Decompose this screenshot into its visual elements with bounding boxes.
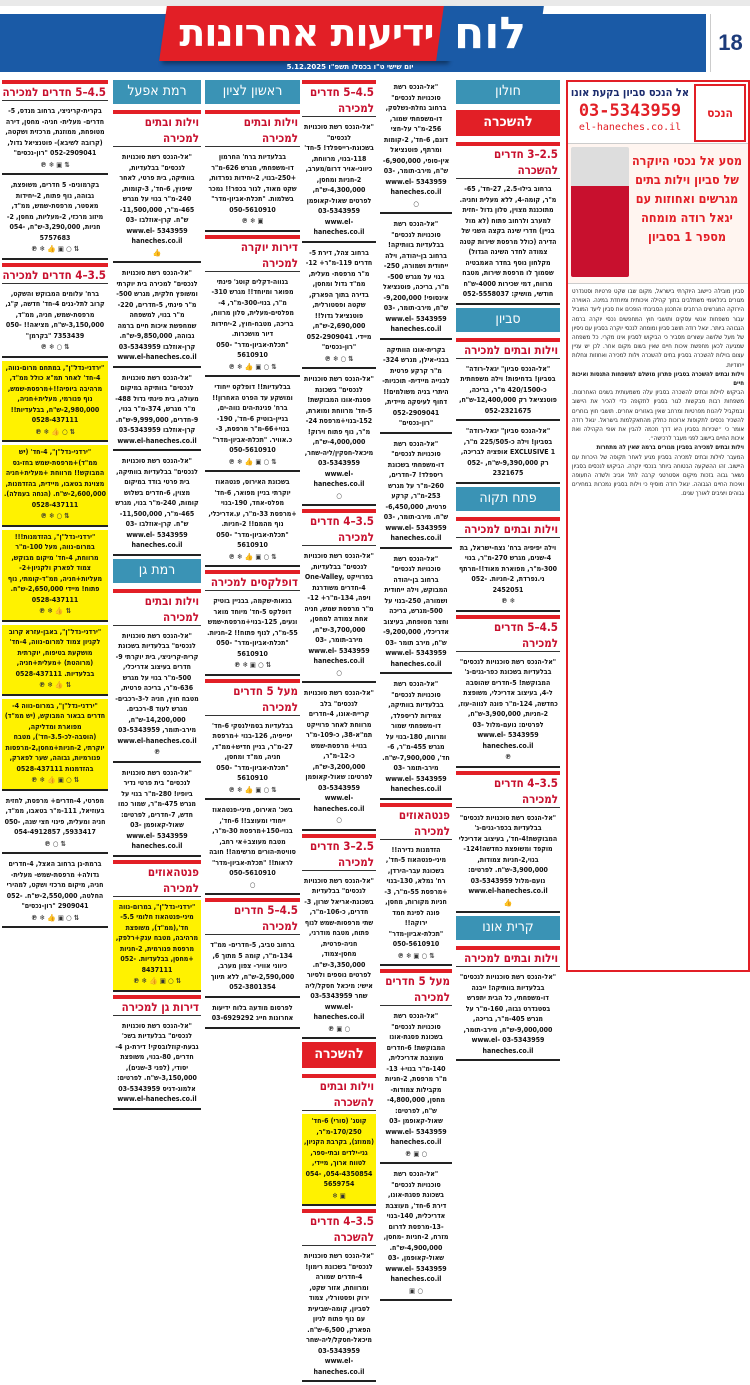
section-header: 4.5–5 חדרים למכירה: [456, 615, 560, 652]
feature-paragraph: הביקוש לוילות ובתים להשכרה בסביון עלה משמעותית בשנים האחרונות. משפחות רבות מבקשות לגור בסביון לתקופה כדי להכיר את היישוב ובמקביל ליהנות מפרטיות ומרחב שאין באזורים אחרים. תושבי חוץ בוחרים להשכיר נכסים לתקופות ארוכות כחלק מהתאקלמות בישראל. יגאל רודה אומר כי ״שכירות בסביון היא דרך חכמה להבין את אופי הקהילה ואת איכות החיים ביישוב לפני מעבר לרכישה״.: [572, 389, 744, 443]
ad-text: "אל-הנכס רשת סוכנויות לנכסים" בשכונת רימון! 4-חדרים שמורה ומרווחת, אזור שקט, ירוק ופסטורלי, צמוד לסביון, קומה-שביעית עם נוף פתוח לניון הפארק, 6,500-ש"ח. מיכאל-חסקל/ליה-שחר 03-5343959 www.el-haneches.co.il: [304, 1252, 374, 1376]
agency-ad-header: [568, 82, 748, 144]
classified-ad: [2, 287, 108, 358]
ad-text: ברחוב בילו-2.5, 27-חד', 65-מ"ר, קומה-4, ללא מעלית וחניה. מתוכננת מצוין, סלון גדול -חזית למערב ולרחוב פתוח (לא מול בניין) חדרי שינה בקצה השני של הדירה (כולל מרפסת שירות קטנה צמודה לחדר השינה הגדול) מקלחון נוסף בחדר האמבטיה שסמוך לו מרפסת שירות, מטבח מרווח, דמי שכירות 4000-ש"ח חודשי, מושיק: 052-5558037: [459, 185, 557, 298]
amenity-icons: ▣ ❄ ℗: [241, 217, 264, 225]
feature-headline: מסע אל נכסי היוקרה של סביון וילות בתים מגרשים ואחוזות עם יגאל רודה מומחה מספר 1 בסביון: [631, 153, 743, 244]
ad-text: "אל-הנכס רשת סוכנויות לנכסים" בבלעדיות בשכונת-אריאל שרון, 3-חדרים, כ-106-מ"ר, שתי מרפסות-שמש לנוף פתוח, מטבח מודרני, חניה-פרטית, מחסן-צמוד, 3,350,000-ש"ח. לפרטים נוספים ולסיור אישי: מיכאל חסקל/ליה שחר 03-5343959 www.el-haneches.co.il: [304, 876, 374, 1021]
agency-name: אל הנכס סביון בקעת אונו: [570, 86, 690, 99]
page-number: 18: [710, 14, 750, 72]
classified-ad: [302, 246, 376, 370]
classified-ad: [2, 104, 108, 175]
column-3: [302, 80, 376, 1385]
section-header: מעל 5 חדרים למכירה: [380, 969, 452, 1006]
logo-yedioth: [159, 6, 454, 61]
amenity-icons: ○: [336, 816, 342, 824]
classified-ad: [113, 150, 201, 263]
column-rishon: [205, 80, 300, 1032]
ad-text: וילה יפיפיה ברח' נצח-ישראל, בת 4-שנים, מגרש 270-מ"ר, בנוי 300-מ"ר, מפוארת מאוד!!-מרתף ני.נפרדת, 2-חניות. 052-2452051: [459, 543, 557, 594]
classified-ad: [456, 970, 560, 1061]
ad-text: "אל-הנכס סביון" יגאל-רודה" בסביון! בדחיפות! וילה משפחתית כ-420/1500 מ"ר, בריכה, פוטנציאל רק 12,400,000-ש"ח, 052-2321675: [459, 364, 557, 415]
ad-text: "אל-הנכס רשת סוכנויות לנכסים" למכירה בית יוקרתי ומשופץ חלקית, מגרש 500-מ"ר פינתי, 5-חדרים, 220-מ"ר בנוי, למשפחה שמחפשת איכות חיים ברמה גבוהה, 9,850,000-ש"ח. קרן-אוזלבו 03-5343959 www.el-haneches.co.il: [116, 269, 198, 361]
ad-text: "אל-הנכס רשת סוכנויות לנכסים" בבלעדיות, בפרוייקט One-Valley, 4-חדרים משודרגת ויפה, 134-מ"ר+ 12-מ"ר מרפסת שמש, חניה אחת צמודה למחסן, 3,700,000-ש"ח, מירב-תומר, 03-5343959 www.el-haneches.co.il: [304, 552, 374, 665]
classified-ad: [113, 454, 201, 556]
ad-text: "ירדני-נדל"ן", במרום-נווה מיני-פנטהאוז חלומי 5.5-חד',(ממ"ד), משופצת מרהיבה, מטבח ענק+רלפק, מרפסת פנורמית, 2-חניות +מחסן, בבלעדיות. 052-8437111: [115, 902, 199, 974]
ad-text: "אל-הנכס רשת סוכנויות לנכסים" בשכונת פסגת-אונו, דירת 6-חד', מעוצבת אדריכלית, 140-בנוי -13-מרפסת לדרום מזרח, 2-חניות -מחסן, 4,900,000-ש"ח. שאול-קאופמן, 03-5343959 www.el-haneches.co.il: [383, 1170, 449, 1283]
ad-text: בבלעדיות ברח' החרמון דו-משפחתי, מגרש 626-מ"ר +250-בנוי, 2-יחידות נפרדות, שקט מאוד, לגור בכפר!! נמכר בשלמות. "תכלת-אביון-מדר" 050-5610910: [208, 153, 297, 214]
ad-text: בקרית-קריניצי, ברחוב מנדס, 5-חדרים- מעלית- חניה- מחסן, דירה מטופחת, ממוזגת, מרכזית ושקטה, (קרובה לשיבא)- פוטנציאל גדול, 052-2909041 "רון-נכסים": [5, 107, 105, 157]
amenity-icons: ⇅ ○ ▣ 👍 ❄ ℗: [228, 457, 277, 466]
section-header: וילות ובתים למכירה: [113, 110, 201, 147]
amenity-icons: ⇅ 👍 ❄ ℗: [38, 681, 72, 689]
amenity-icons: ⇅ 👍 ❄ ℗: [38, 607, 72, 615]
classified-ad: [2, 625, 108, 696]
classified-ad: [113, 900, 201, 992]
logo-luach-text: לוח: [454, 8, 526, 59]
feature-body: [568, 284, 748, 502]
column-ramat-efal: [113, 80, 201, 1113]
ad-text: ברחוב טביב, 5-חדרים- ממ"ד 134-מ"ר, קומה 5 מתוך 6, כיווני אוויר- צפון מערב, 2,590,000-ש"ח, ללא תיווך 052-3801354: [210, 941, 295, 991]
city-header: רמת גן: [113, 559, 201, 583]
classified-ad: [456, 362, 560, 422]
section-header: וילות ובתים להשכרה: [302, 1074, 376, 1111]
amenity-icons: ❄ ℗: [501, 597, 515, 605]
ad-text: "אל-הנכס רשת סוכנויות לנכסים" בשכונת-רייספלד! 5-חד' 118-בנוי, מרווחת, כיווני-אויר דרום/מערב, 2-חניות ומחסן, 4,300,000-ש"ח, לפרטים שאול-קאופמן 03-5343959 www.el-haneches.co.il: [304, 123, 374, 236]
column-holon: [456, 80, 560, 1064]
feature-article: [566, 80, 750, 972]
classified-ad: [456, 811, 560, 914]
city-header: חולון: [456, 80, 560, 104]
section-header: 4.5–5 חדרים למכירה: [302, 80, 376, 117]
amenity-icons: ⇅ ○ ❄ ℗: [40, 343, 70, 351]
amenity-icons: ⇅ ○ ▣ 👍 ❄ ℗: [228, 785, 277, 794]
ad-text: בשכ' האירוס, מיני-פנטהאוז ייחודי ומעוצב!! 6-חד', בנוי-150+מרפסת 30-מ"ר, מטבח מעוצב+אי רחב, סוויטת-הורים מרשימה!! חובה לראות!! "תכלת-אביון-מדר" 050-5610910: [209, 806, 296, 877]
amenity-icons: ⇅ ○ ▣ 👍 ❄ ℗: [133, 977, 181, 985]
rent-header: להשכרה: [302, 1042, 376, 1068]
agency-website[interactable]: el-haneches.co.il: [578, 122, 682, 133]
classified-ad: [302, 372, 376, 506]
classified-ad: [205, 938, 300, 998]
ad-text: "ירדני-נדל"ן", 4-חד' (יש ממ"ד)+מרפסת-שמש בחז-גס המבוקש!! מרווחת +מעלית+חניה מצוינת בטאבו, מיידית, בהזדמנות, 2,600,000-ש"ח. (הנחה בעמלה). 0528-437111: [4, 448, 106, 509]
classified-ad: [2, 699, 108, 791]
classified-ad: [302, 1249, 376, 1382]
classified-ad: [205, 803, 300, 895]
ad-text: בקרית-אונו הוותיקה בבני-אילן, מגרש 324-מ"ר קרקע פרטית לבנייה מיידית- תוכניות- היתרי בניה משולמים!! דחוף לעיסקה מיידית, 052-2909041 "רון-נכסים": [382, 345, 450, 427]
amenity-icons: 👍: [152, 248, 162, 257]
amenity-icons: ⇅ ○ ▣ 👍 ❄ ℗: [228, 362, 277, 371]
section-header: 3.5–4 חדרים להשכרה: [302, 1209, 376, 1246]
amenity-icons: ○ ▣: [409, 1286, 423, 1295]
amenity-icons: ⇅ ○ ❄ ℗: [40, 512, 70, 520]
classified-ad: [380, 1167, 452, 1301]
ad-text: "אל-הנכס רשת סוכנויות לנכסים" ברחוב נחלת-נשלסק, דו-משפחתי שמור, 256-מ"ר על-חצי דונם, 6-חד', 2-קומות ומרתף, פוטנציאל אין-סופי, 6,900,000-ש"ח, מירב-תומר, 03-5343959 www.el-haneches.co.il: [382, 83, 450, 196]
section-header: דופלקסים למכירה: [205, 570, 300, 591]
ad-text: "אל-הנכס רשת סוכנויות לנכסים" בשכונת פסגת-אונו המבוקשת! 5-חד' מרווחת ומוארת, 152-בנוי+מרפסת 24-מ"ר, נוף פתוח וירוק! 4,000,000-ש"ח, מיכאל-חסקין/ליה-שחר, 03-5343959 www.el-haneches.co.il: [304, 375, 374, 488]
ad-text: הזדמנות נדירה!! מיני-פנטהאוז 5-חד', בשכונת עבר-הירדן, רח' גמלא, 130-בנוי +מרפסת 55-מ"ר, 3-חניות מקורות, מחסן, פונה לפינת חמד ירוקה!! "תכלת-אביון-מדר" 050-5610910: [384, 845, 448, 948]
ad-text: "אל-הנכס רשת סוכנויות לנכסים" בבלעדיות, בוותיקה, בית פרטי, לאחר שיפוץ, 6-חד', 3-קומות, 240-מ"ר בנוי על מגרש 465-מ"ר, 11,500,000-ש"ח. קרן-אוזלבו 03-5343959 www.el-haneches.co.il: [119, 153, 195, 245]
agency-phone[interactable]: 03-5343959: [578, 101, 682, 121]
ad-text: בבלעדיות!! דופלקס ייחודי ומושקע עד הפרט האחרון!! ברח' פנינת-הים נווה-ים, בניין-בוטיק 6-חד', 190-בנוי+66-מ"ר מרפסת, 3-כ.אוויר. "תכלת-אביון-מדר" 050-5610910: [212, 383, 293, 454]
section-header: דירות גן למכירה: [113, 995, 201, 1016]
amenity-icons: ○ ▣ ℗: [404, 1149, 428, 1158]
ad-text: "אל-הנכס רשת סוכנויות לנכסים" בבלעדיות בשכונת כפר-גנים-ג' המבוקשת! 5-חדרים שהוסבה ל-4, בעיצוב אדריכלי, משופצת כחדשה, 124-מ"ר פונה לנווה-עוז, 2-חניות, 3,900,000-ש"ח, לפרטים: נועם-מלול 03-5343959 www.el-haneches.co.il: [458, 657, 558, 750]
amenity-icons: ⇅ ○ ▣ 👍 ❄ ℗: [228, 552, 277, 561]
section-header: וילות ובתים למכירה: [456, 338, 560, 359]
feature-paragraph: המעבר לוילות ובתים למכירה בסביון מגיע לאחר תקופה של היכרות עם היישוב. זהו ההשקעה הבטוחה ביותר בנכסי יוקרה. הביקוש לנכסים בסביון נשאר גבוה בזכות מיקום אסטרטגי קרבה לתל אביב ולשדה התעופה ואיכות החיים הגבוהה. יגאל רודה מוסיף כי וילות בסביון נמכרות במחירים גבוהים ויציבים לאורך שנים.: [572, 453, 744, 498]
feature-paragraph: סביון מובילה כיישוב היוקרתי בישראל, מקום שבו שקט פרטיות וסטנדרט מגורים בינלאומי משתלבים בתוך קהילה איכותית ומיוחדת במינה. האווירה הירוקה המגרשים הרחבים והתכנון הסביבתי הופכים את סביון ליעד המוביל עבור משפחות אנשי עסקים ותושבי חוץ המחפשים נכסי יוקרה ברמה הגבוהה ביותר. יגאל רודה תושב סביון ומומחה לנכסי יוקרה בסביון עם ניסיון של מעל שלושה עשורים מסביר כי הביקוש לסביון אינו מקרי. כל משפחה שמגיעה לכאן מחפשת איכות חיים שאין בשום מקום אחר. לכן יש עניין עצום בוילות להשכרה בסביון בתים להשכרה וילות למכירה ואחוזות ונחלות ייחודיות.: [572, 288, 744, 369]
amenity-icons: ○: [336, 668, 342, 677]
ad-text: "ירדני-נדל"ן", באבן-עזרא קרוב לקניון צמוד למרום-נווה, 4-חד' מושקעת בטיפוח, יוקרתית (מרוהטת) +מעלית+חניה, בבלעדיות. 0528-437111: [8, 627, 102, 678]
classified-ad: [2, 178, 108, 260]
classified-ad: [205, 1001, 300, 1029]
section-header: מעל 5 חדרים למכירה: [205, 679, 300, 716]
ad-text: "אל-הנכס רשת סוכנויות לנכסים" בלב קריית-אונו, 4-חדרים מרווחת לאחר פרוייקט תמ"א-38, כ-109-מ"ר בנוי+ מרפסת-שמש כ-12-מ"ר, 3,200,000-ש"ח, לפרטים: שאול-קאופמן 03-5343959 www.el-haneches.co.il: [304, 689, 374, 813]
ad-text: "ירדני-נדל"ן", במרום-נווה 4-חדרים בבאור המבוקש, (יש ממ"ד) מפוארת ומדליקה, (הוסבה-לכ-3.5-חד'), מטבח יוקרתי, 2-חניות+מחסן,2-מרפסות פנורמיות, גבוהה, שער לפארק, בהזדמנות 0528-437111: [4, 701, 106, 773]
classified-ad: [205, 594, 300, 676]
classified-ad: [2, 361, 108, 443]
amenity-icons: ○ ▣ ℗: [327, 1024, 351, 1033]
section-header: פנטהאוזים למכירה: [380, 803, 452, 840]
rent-header: להשכרה: [456, 110, 560, 136]
ad-text: "אל-הנכס רשת סוכנויות לנכסים" בבלעדיות בוותיקה, צמידות לריספלד, דו-משפחתי שמור ומרווח, 180-בנוי על מגרש 455-מ"ר, 6-חד', 7,900,000-ש"ח. מירב-תומר 03-5343959 www.el-haneches.co.il: [382, 680, 450, 793]
ad-text: ברחוב צהל, דירת 5-חדרים 119-מ"ר+ 12-מ"ר מרפסת- מעלית, ממ"ד גדול ומחסן, בדירה בתוך הפארק, שקטה ופסטורלית, פוטנציאל גדול!! 2,690,000-ש"ח, מיידי. 052-2909041 "רון-נכסים": [305, 248, 373, 351]
amenity-icons: ⇅ ○ ▣ ❄ ℗: [233, 661, 272, 669]
classified-ad: [380, 343, 452, 434]
city-header: ראשון לציון: [205, 80, 300, 104]
classified-ad: [205, 380, 300, 472]
classified-ad: [205, 475, 300, 567]
section-header: וילות ובתים למכירה: [113, 589, 201, 626]
classified-ad: [380, 1009, 452, 1164]
ad-text: "אל-הנכס רשת סוכנויות לנכסים" דו-משפחתי בשכונת ריספלד! 7-חדרים, 260-מ"ר על מגרש 253-מ"ר, קרקע פרטית, 6,450,000-ש"ח. מירב-תומר, 03-5343959 www.el-haneches.co.il: [383, 439, 449, 542]
classified-ad: [113, 1019, 201, 1110]
section-header: וילות ובתים למכירה: [456, 946, 560, 967]
amenity-icons: ⇅ ▣ ❄ ℗: [40, 160, 70, 169]
city-header: רמת אפעל: [113, 80, 201, 104]
ad-text: "אל-הנכס רשת סוכנויות לנכסים" בשכונת פסגת-אונו המבוקשת! 6-חדרים מעוצבת אדריכלית, 140-מ"ר בנוי+ 13-מ"ר מרפסת, 2-חניות מקבילות צמודות- מחסן, 4,800,000-ש"ח, לפרטים: שאול-קאופמן 03-5343959 www.el-haneches.co.il: [385, 1012, 447, 1146]
ad-text: בבלעדיות בסמילנסקי 6-חד' יפייפיה, 126-בנוי +מרפסת 27-מ"ר, בניין חדיש+ממ"ד, חניה, ממ"ד ומחסן, "תכלת-אביון-מדר" 050-5610910: [211, 721, 294, 782]
classified-ad: [2, 530, 108, 622]
section-header: וילות ובתים למכירה: [456, 517, 560, 538]
ad-text: "ירדני-נדל"ן", בהזדמנות!!! במרום-נווה, מעל 100-מ"ר מרווחת, 4-חד' מיקום מבוקש, צמוד לפארק ולקניון+2-מעליות+חניה, ממ"ד-קומתי, נוף פתוח! מיידי 2,650,000-ש"ח. 0528-437111: [7, 532, 103, 604]
section-header: 4.5–5 חדרים למכירה: [205, 898, 300, 935]
amenity-icons: ⇅ ○ ▣ 👍 ❄ ℗: [31, 776, 79, 784]
feature-hero: [568, 144, 748, 284]
amenity-icons: ○: [413, 199, 419, 208]
classified-ad: [2, 445, 108, 527]
classified-ad: [302, 686, 376, 831]
amenity-icons: ⇅ ○ ❄ ℗: [324, 354, 354, 363]
classified-ad: [380, 677, 452, 800]
classified-ad: [205, 719, 300, 801]
classified-ad: [205, 150, 300, 232]
section-header: 3.5–4 חדרים למכירה: [456, 771, 560, 808]
ad-text: "אל-הנכס רשת סוכנויות לנכסים" בבלעדיות בכפר-גנים-ג' המבוקשת!4-חד', בעיצוב אדריכלי מוקפד ומשופצת כחדשה!124-בנוי,2-חניות צמודות, 3,900,000-ש"ח. לפרטים: נועם-מלול 03-5343959 www.el-haneches.co.il: [458, 813, 558, 895]
classified-ad: [456, 655, 560, 768]
amenity-icons: ⇅ ○ ▣ 👍 ❄ ℗: [31, 913, 79, 922]
classified-ad: [2, 857, 108, 928]
ad-text: בנווה-דקלים קוטג' פינתי מפואר ומיוחד!! מגרש 310-מ"ר, בנוי-300-מ"ר, 4-מפלסים-מעלית, סלון מרווח, בריכה, מטבח-חוץ, 2-יחידות דיור מושכרות. "תכלת-אביון-מדר" 050-5610910: [211, 277, 294, 359]
ad-text: "ירדני-נדל"ן", במתחם מרום-נווה, 4-חד' לאחר תמ"א כולל ממ"ד, מרהיבה ביופיה!!+מרפסת-שמש, נוף פנורמי, מעלית+חניה, 2,980,000-ש"ח, בבלעדיות!! 0528-437111: [5, 363, 105, 424]
column-6: [2, 80, 108, 931]
classified-ad: [205, 275, 300, 378]
ad-text: קוטג' (סורי) 6-חד' 170/250-מ"ר, (ממוזג), בקרבת הקניון, גני-ילדים ובתי-ספר, לטווח ארוך, מיידי, 054-4350854, 054-5659754: [304, 1117, 374, 1188]
amenity-icons: ⇅ ○ ▣ ❄ ℗: [397, 951, 435, 960]
section-header: 3.5–4 חדרים למכירה: [302, 509, 376, 546]
ad-text: "אל-הנכס רשת סוכנויות לנכסים" בבלעדיות בוותיקה! ברחוב בן-יהודה, וילה ייחודית ושמורה, 250-בנוי על מגרש 500-מ"ר, בריכה, פוטנציאל אינסופי! 9,200,000-ש"ח, מירב-תומר, 03-5343959 www.el-haneches.co.il: [383, 220, 449, 333]
ad-text: ברח' עלומים המבוקש והשקט, קרוב לתל-גנים 4-חד' חדשה, ק"ג, מרפסת-שמש, חניה, ממ"ד, 3,150,000-ש"ח, מציאה!! 050-7353439 "בקרמן": [5, 289, 105, 340]
amenity-icons: ▣ ❄: [332, 1191, 346, 1200]
classified-ad: [2, 794, 108, 855]
section-header: 4.5–5 חדרים למכירה: [2, 80, 108, 101]
section-header: 3.5–4 חדרים למכירה: [2, 263, 108, 284]
amenity-icons: ⇅ ○ 👍 ❄ ℗: [35, 427, 75, 436]
amenity-icons: ○: [249, 880, 256, 889]
amenity-icons: ⇅ ○ ℗: [44, 839, 66, 848]
classified-ad: [456, 424, 560, 484]
amenity-icons: ℗: [153, 748, 161, 756]
ad-text: "אל-הנכס רשת סוכנויות לנכסים" בית פרטי נדיר ביופיו! 280-מ"ר בנוי על מגרש 475-מ"ר, שמור כמו חדש, 7-חדרים, לפרטים: שאול-קאופמן 03-5343959 www.el-haneches.co.il: [118, 768, 196, 850]
city-header: פתח תקוה: [456, 487, 560, 511]
classified-ad: [113, 371, 201, 452]
amenity-icons: ⇅ ○ ▣ 👍 ❄ ℗: [31, 245, 79, 253]
section-header: דירות יוקרה למכירה: [205, 235, 300, 272]
classified-ad: [302, 874, 376, 1040]
classified-ad: [302, 549, 376, 683]
classified-ad: [113, 629, 201, 763]
feature-subheading: וילות ובתים למכירה בסביון מגורים ברמה שאין לה מתחרות: [596, 444, 744, 452]
logo-luach: [436, 6, 544, 61]
agent-photo: [571, 147, 629, 277]
amenity-icons: 👍: [503, 898, 513, 907]
ad-text: "אל-הנכס רשת סוכנויות לנכסים" בבלעדיות בוותיקה! ייבנה דו-משפחתי, כל הבית יתפרש בסטנדרט גבוה, 160-מ"ר על מגרש 405-מ"ר, בריכה, 9,000,000-ש"ח, מירב-תומר, 03-5343959 www.el-haneches.co.il: [459, 973, 557, 1055]
classified-ad: [302, 1114, 376, 1206]
ad-text: "אל-הנכס רשת סוכנויות לנכסים" בבלעדיות בוותיקה, בית פרטי בודד במיקום מצוין, 6-חדרים בשלוש קומות, 240-מ"ר בנוי, מגרש 465-מ"ר, 11,500,000-ש"ח. קרן-אוזלבו 03-5343959 www.el-haneches.co.il: [115, 457, 199, 549]
issue-date: יום שישי ט"ו בכסלו תשפ"ו 5.12.2025: [286, 63, 414, 71]
classified-ad: [456, 541, 560, 612]
city-header: קרית אונו: [456, 916, 560, 940]
amenity-icons: ○: [336, 491, 342, 500]
city-header: סביון: [456, 308, 560, 332]
classified-ad: [113, 266, 201, 368]
ad-text: "אל-הנכס רשת סוכנויות לנכסים" בוותיקה במיקום מעולה, בית פינתי גדול 488-מ"ר מגרש, 374-מ"ר בנוי, 9-חדרים, 9,999,000-ש"ח. קרן-אוזלבו 03-5343959 www.el-haneches.co.il: [115, 373, 199, 445]
classified-ad: [113, 766, 201, 857]
column-2: [380, 80, 452, 1304]
classified-ad: [380, 552, 452, 675]
ad-text: בנאות-שקמה, בבניין בוטיק דופלקס 5-חד' מיוחד מואר ונעים, 125-בנוי+מרפסת-שמש 55-מ"ר, לנוף פתוח!! 2-חניות. "תכלת-אביון-מדר" 050-5610910: [207, 597, 298, 658]
amenity-icons: ℗: [504, 753, 512, 761]
ad-text: "אל-הנכס רשת סוכנויות לנכסים" בבלעדיות בשכונת קרית-קריניצי, בית יוקרתי 9-חדרים בעיצוב אדריכלי, 500-מ"ר בנוי על מגרש 636-מ"ר, בריכה פרטית, מטבח חוץ, חניה ל-3-רכבים- מגרש לעוד 8-רכבים. 14,200,000-ש"ח, מירב-תומר, 03-5343959 www.el-haneches.co.il: [115, 631, 199, 745]
classified-ad: [302, 120, 376, 243]
ad-text: בקרמונים- 5 חדרים, משופצת, גבוהה, נוף פתוח, 2-יחידות מאסטר, מרפסת-שמש, ממ"ד, מיזוג מרכזי, 2-מעליות, מחסן, 2-חניות, 3,290,000-ש"ח, 054-5757683: [6, 181, 104, 242]
ad-text: ברמת-גן ברחוב האצל, 4-חדרים גדולה+ מרפסת-שמש- מעלית- חניה, מיקום מרכזי ושקט, למהירי החלטה, 2,550,000-ש"ח. 052-2909041 "רון-נכסים": [6, 860, 104, 910]
section-header: 2.5–3 חדרים להשכרה: [456, 142, 560, 179]
section-header: פנטהאוזים למכירה: [113, 860, 201, 897]
classified-ad: [380, 843, 452, 967]
ad-text: מפרטי, 4-חדרים+ מרפסת, לחזית בעוזיאל, 111-מ"ר בטאבו, ממ"ד, חניה ומעלית, פינוי חצי שנה, 050-5933417, 054-4912857: [4, 796, 106, 836]
ad-text: "אל-הנכס רשת סוכנויות לנכסים" ברחוב בן-יהודה המבוקש, וילה ייחודית ושמורה, 250-בנוי על 500-מגרש, בריכה וחצר מטופחת, בעיצוב אדריכלי, 9,200,000-ש"ח, מירב תומר 03-5343959 www.el-haneches.co.il: [383, 554, 449, 668]
classified-ad: [380, 80, 452, 214]
section-header: וילות ובתים למכירה: [205, 110, 300, 147]
classified-ad: [380, 217, 452, 340]
ad-text: "אל-הנכס סביון" יגאל-רודה" בסביון! וילה כ-225/505 מ"ר, EXCLUSIVE 1 אופציה לבריכה, רק 9,390,000-ש"ח, 052-2321675: [460, 427, 556, 477]
classified-ad: [380, 437, 452, 549]
logo-yedioth-text: ידיעות אחרונות: [179, 11, 434, 55]
house-logo-icon: הנכס: [694, 84, 746, 142]
ad-text: בשכונת האירוס, פנטהאוז יוקרתי בניין מפואר, 6-חד' מפלס-אחד, 190-בנוי +מרפסת 33-מ"ר, ע.אדריכלי, נוף מהמם!! 2-חניות. "תכלת-אביון-מדר" 050-5610910: [208, 478, 297, 549]
feature-subheading: וילות ובתים להשכרה בסביון פתרון מושלם למשפחות התנסות ואיכות חיים: [572, 370, 744, 388]
section-header: 2.5–3 חדרים למכירה: [302, 834, 376, 871]
classified-ad: [456, 182, 560, 305]
ad-text: לפרסום מודעה בלוח ידיעות אחרונות חייג 03-6929292: [211, 1003, 294, 1022]
ad-text: "אל-הנכס רשת סוכנויות לנכסים" בבלעדיות בשכ' גבעת-קוזלובסקי! דירת-גן 4-חדרים, 80-בנוי, משופצת יסודי, (לפני 3-שנים), 3,150,000-ש"ח. לפרטים: אלמוג-דניס 03-5343959 www.el-haneches.co.il: [115, 1021, 199, 1103]
